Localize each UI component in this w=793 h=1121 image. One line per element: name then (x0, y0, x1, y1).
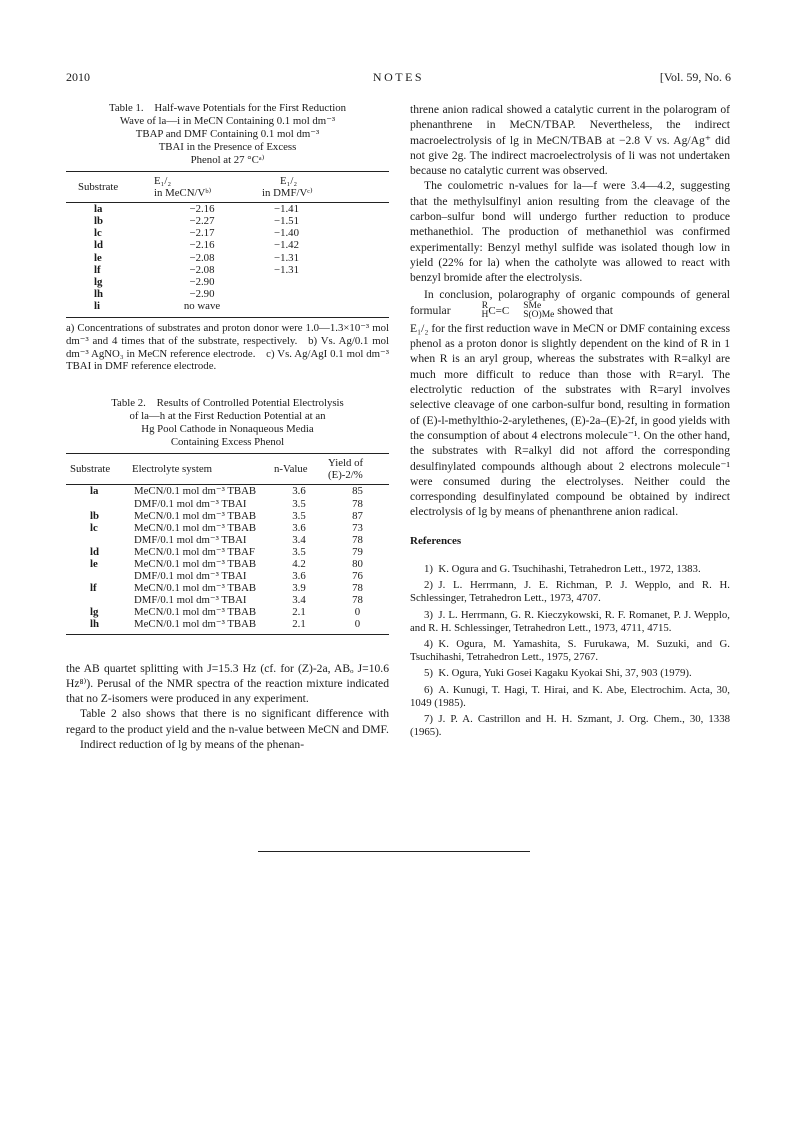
table1-row (66, 215, 389, 227)
references-list (410, 563, 730, 739)
table1-cell-substrate: lc (94, 227, 102, 240)
table2-bottom-rule (66, 634, 389, 635)
table2-row (66, 582, 389, 594)
table2-row (66, 498, 389, 510)
table1-cell-dmf: −1.42 (274, 239, 299, 252)
left-paragraph: Table 2 also shows that there is no significant difference with regard to the product yield and the n-value between MeCN and DMF. (66, 707, 389, 736)
table2-cell-substrate: lb (90, 509, 100, 522)
table2-cell-nvalue: 3.6 (292, 570, 306, 583)
table2-header-yield (326, 454, 389, 485)
table1-row (66, 276, 389, 288)
reference-item: 1) K. Ogura and G. Tsuchihashi, Tetrahedron Lett., 1972, 1383. (424, 563, 701, 576)
table2-cell-electrolyte: MeCN/0.1 mol dm⁻³ TBAB (134, 521, 257, 534)
table1-cell-substrate: li (94, 299, 100, 312)
table2-cell-nvalue: 3.9 (292, 582, 306, 595)
table2-cell-electrolyte: DMF/0.1 mol dm⁻³ TBAI (134, 594, 247, 607)
table1-cell-mecn: −2.16 (189, 203, 215, 216)
table2-caption-line: Table 2. Results of Controlled Potential Electrolysis (111, 397, 344, 410)
table2-cell-substrate: le (90, 557, 98, 570)
table2-cell-nvalue: 3.6 (292, 485, 306, 498)
table1-row (66, 300, 389, 312)
table2-cell-substrate (66, 570, 130, 582)
table2-cell-yield: 0 (354, 618, 361, 631)
table1-cell-substrate: lg (94, 275, 103, 288)
reference-item: 5) K. Ogura, Yuki Gosei Kagaku Kyokai Shi, 37, 903 (1979). (424, 667, 692, 680)
table2-cell-electrolyte: DMF/0.1 mol dm⁻³ TBAI (134, 570, 247, 583)
table1-header-dmf (252, 172, 389, 203)
page-header (66, 70, 731, 86)
table1-cell-mecn: −2.08 (189, 263, 215, 276)
right-paragraph: threne anion radical showed a catalytic current in the polarogram of phenanthrene in MeCN/TBAP. Nevertheless, the indirect macroelectrolysis of lg in MeCN/TBAB at −2.8 V vs. Ag/Ag⁺ did not give 2g. The indirect macroelectrolysis of li was not undertaken because no catalytic current was observed. (410, 103, 730, 178)
table2-cell-electrolyte: MeCN/0.1 mol dm⁻³ TBAB (134, 618, 257, 631)
table2-cell-substrate (66, 534, 130, 546)
table1-cell-mecn: −2.17 (189, 227, 215, 240)
reference-item: 2) J. L. Herrmann, J. E. Richman, P. J. Wepplo, and R. H. Schlessinger, Tetrahedron Lett., 1973, 4707. (410, 579, 730, 605)
table1-caption-line: Wave of la—i in MeCN Containing 0.1 mol dm⁻³ (119, 115, 336, 127)
table2-cell-nvalue: 4.2 (292, 557, 306, 570)
conclusion-showed: showed that (557, 304, 613, 318)
table2-cell-substrate: la (90, 485, 99, 498)
table2-cell-yield: 76 (352, 570, 363, 583)
end-rule (258, 851, 530, 852)
table2-row (66, 606, 389, 618)
table1-header-substrate: Substrate (78, 181, 119, 194)
table2-cell-electrolyte: MeCN/0.1 mol dm⁻³ TBAB (134, 582, 257, 595)
page-number: 2010 (66, 70, 90, 84)
table1-row (66, 264, 389, 276)
section-title: NOTES (372, 70, 425, 84)
table1-cell-dmf (252, 300, 389, 312)
table2-cell-electrolyte: DMF/0.1 mol dm⁻³ TBAI (134, 533, 247, 546)
table1-cell-dmf: −1.31 (274, 251, 299, 264)
table2-cell-yield: 78 (352, 533, 363, 546)
table2-cell-substrate: ld (90, 545, 100, 558)
table1-footnote: a) Concentrations of substrates and proton donor were 1.0—1.3×10⁻³ mol dm⁻³ and 4 times that of the substrate, respectively. b) Vs. Ag/0.1 mol dm⁻³ AgNO₃ in MeCN reference electrode. c) Vs. Ag/AgI 0.1 mol dm⁻³ TBAI in DMF reference electrode. (66, 317, 389, 373)
table2-row (66, 522, 389, 534)
general-formula (453, 302, 554, 321)
table2-row (66, 594, 389, 606)
table2-cell-yield: 73 (352, 521, 363, 534)
table2-cell-yield: 78 (352, 582, 363, 595)
table1-cell-substrate: la (94, 203, 103, 216)
table2-header-yield-line1: Yield of (328, 457, 364, 470)
left-column (66, 102, 389, 752)
table2-header-yield-line2: (E)-2/% (328, 469, 363, 482)
table2-cell-yield: 78 (352, 497, 363, 510)
table1-cell-dmf: −1.31 (274, 263, 299, 276)
table2-cell-nvalue: 3.4 (292, 533, 306, 546)
table1-header-mecn-unit: in MeCN/Vᵇ⁾ (154, 187, 212, 200)
table2-header-electrolyte: Electrolyte system (132, 463, 213, 476)
table2-cell-electrolyte: DMF/0.1 mol dm⁻³ TBAI (134, 497, 247, 510)
table1-cell-mecn: −2.08 (189, 251, 215, 264)
table1-cell-dmf: −1.41 (274, 203, 299, 216)
table1-cell-mecn: −2.90 (189, 287, 215, 300)
formula-left (467, 302, 488, 321)
table2-cell-substrate (66, 498, 130, 510)
table2-cell-substrate: lf (90, 582, 97, 595)
table2-header-substrate: Substrate (70, 463, 111, 476)
table1-caption-line: Table 1. Half-wave Potentials for the First Reduction (108, 102, 347, 114)
table2-row (66, 546, 389, 558)
formula-double-bond: C=C (488, 304, 510, 317)
table1-cell-substrate: le (94, 251, 102, 264)
table2-cell-nvalue: 2.1 (292, 606, 306, 619)
table1-caption-line: TBAP and DMF Containing 0.1 mol dm⁻³ (135, 128, 320, 140)
table2-cell-electrolyte: MeCN/0.1 mol dm⁻³ TBAF (134, 545, 255, 558)
table2-cell-electrolyte: MeCN/0.1 mol dm⁻³ TBAB (134, 606, 257, 619)
table1-cell-substrate: lf (94, 263, 101, 276)
table2-cell-yield: 79 (352, 545, 363, 558)
table1-row (66, 288, 389, 300)
table1-cell-mecn: −2.27 (189, 215, 215, 228)
left-paragraph: Indirect reduction of lg by means of the phenan- (80, 738, 305, 752)
table1-cell-substrate: lh (94, 287, 104, 300)
formula-r: R (481, 300, 489, 311)
table1-cell-mecn: no wave (183, 299, 221, 312)
conclusion-intro: In conclusion, polarography of organic compounds of general formular (410, 287, 730, 318)
table2-cell-nvalue: 3.6 (292, 521, 306, 534)
table2-cell-substrate: lh (90, 618, 100, 631)
references-title: References (410, 534, 462, 547)
table2-cell-electrolyte: MeCN/0.1 mol dm⁻³ TBAB (134, 485, 257, 498)
table1-cell-dmf (252, 288, 389, 300)
table2-caption-line: Containing Excess Phenol (170, 436, 285, 449)
table2 (66, 453, 389, 630)
reference-item: 6) A. Kunugi, T. Hagi, T. Hirai, and K. Abe, Electrochim. Acta, 30, 1049 (1985). (410, 683, 730, 709)
table2-cell-electrolyte: MeCN/0.1 mol dm⁻³ TBAB (134, 509, 257, 522)
table2-cell-yield: 80 (352, 557, 363, 570)
table1-cell-dmf: −1.40 (274, 227, 299, 240)
table2-row (66, 485, 389, 498)
table1-caption-line: Phenol at 27 °Cᵃ⁾ (190, 154, 265, 166)
volume-info: [Vol. 59, No. 6 (659, 70, 731, 84)
table1-cell-dmf (252, 276, 389, 288)
table2-caption-line: of la—h at the First Reduction Potential at an (129, 410, 326, 423)
formula-sme: SMe (523, 300, 542, 311)
table1 (66, 171, 389, 312)
table2-row (66, 618, 389, 630)
table2-cell-yield: 85 (352, 485, 363, 498)
table1-row (66, 239, 389, 251)
table2-row (66, 510, 389, 522)
reference-item: 3) J. L. Herrmann, G. R. Kieczykowski, R. F. Romanet, P. J. Wepplo, and R. H. Schlessinger, Tetrahedron Lett., 1973, 4711, 4715. (410, 608, 730, 634)
table2-caption-line: Hg Pool Cathode in Nonaqueous Media (141, 423, 314, 436)
table2-cell-nvalue: 2.1 (292, 618, 306, 631)
table1-cell-substrate: lb (94, 215, 104, 228)
table1-cell-substrate: ld (94, 239, 104, 252)
left-paragraph: the AB quartet splitting with J=15.3 Hz (cf. for (Z)-2a, ABₒ J=10.6 Hz⁸⁾). Perusal of the NMR spectra of the reaction mixture indicated that no Z-isomers were produced in any experiment. (66, 661, 389, 706)
conclusion-paragraph (410, 287, 730, 321)
table2-cell-substrate: lg (90, 606, 99, 619)
table2-caption (72, 397, 383, 449)
table1-header-dmf-unit: in DMF/Vᶜ⁾ (262, 187, 313, 200)
table2-row (66, 558, 389, 570)
formula-some: S(O)Me (523, 310, 555, 321)
table1-caption (72, 102, 383, 167)
reference-item: 7) J. P. A. Castrillon and H. H. Szmant, J. Org. Chem., 30, 1338 (1965). (410, 713, 730, 739)
table1-row (66, 252, 389, 264)
table2-cell-nvalue: 3.4 (292, 594, 306, 607)
table2-cell-substrate: lc (90, 521, 98, 534)
right-column (410, 102, 730, 742)
table1-cell-mecn: −2.90 (189, 275, 215, 288)
table1-caption-line: TBAI in the Presence of Excess (158, 141, 297, 153)
table2-cell-nvalue: 3.5 (292, 497, 306, 510)
table1-header-e12: E₁/₂ (280, 175, 298, 187)
conclusion-body: E₁/₂ for the first reduction wave in MeCN or DMF containing excess phenol as a proton donor is slightly dependent on the kind of R in 1 when R is an aryl group, whereas the substrates with R=alkyl are much more difficult to reduce than those with R=aryl. The electrolytic reduction of the substrates with R=aryl involves selective cleavage of one carbon-sulfur bond, resulting in formation of (E)-l-methylthio-2-arylethenes, (E)-2a–(E)-2f, in good yields with the consumption of about 4 electrons molecule⁻¹. On the other hand, the substrates with R=alkyl did not afford the corresponding desulfinylated compounds although about 2 electrons molecule⁻¹ were consumed during the electrolyses. Neither could the corresponding desulfinylated compound be obtained by indirect electrolysis of lg by means of phenanthrene anion radical. (410, 321, 730, 519)
table2-header-nvalue: n-Value (274, 463, 308, 476)
table2-cell-yield: 0 (354, 606, 361, 619)
reference-item: 4) K. Ogura, M. Yamashita, S. Furukawa, M. Suzuki, and G. Tsuchihashi, Tetrahedron Lett., 1975, 2767. (410, 638, 730, 664)
left-body-text (66, 661, 389, 753)
table2-cell-electrolyte: MeCN/0.1 mol dm⁻³ TBAB (134, 557, 257, 570)
table2-row (66, 570, 389, 582)
table1-cell-mecn: −2.16 (189, 239, 215, 252)
table1-header-mecn (152, 172, 252, 203)
table1-row (66, 203, 389, 216)
table1-row (66, 227, 389, 239)
table2-cell-yield: 78 (352, 594, 363, 607)
formula-h: H (481, 310, 489, 321)
table2-cell-substrate (66, 594, 130, 606)
table2-row (66, 534, 389, 546)
table1-cell-dmf: −1.51 (274, 215, 299, 228)
right-paragraph: The coulometric n-values for la—f were 3.4—4.2, suggesting that the methylsulfinyl anion resulting from the cleavage of the carbon–sulfur bond will undergo further reduction to produce methanethiol. The production of methanethiol was confirmed experimentally: Benzyl methyl sulfide was isolated though low in yield (22% for la) when the catholyte was allowed to react with benzyl bromide after the electrolysis. (410, 179, 730, 285)
formula-right (509, 302, 554, 321)
table2-cell-nvalue: 3.5 (292, 545, 306, 558)
table2-cell-yield: 87 (352, 509, 363, 522)
table1-header-e12: E₁/₂ (154, 175, 172, 187)
table2-cell-nvalue: 3.5 (292, 509, 306, 522)
